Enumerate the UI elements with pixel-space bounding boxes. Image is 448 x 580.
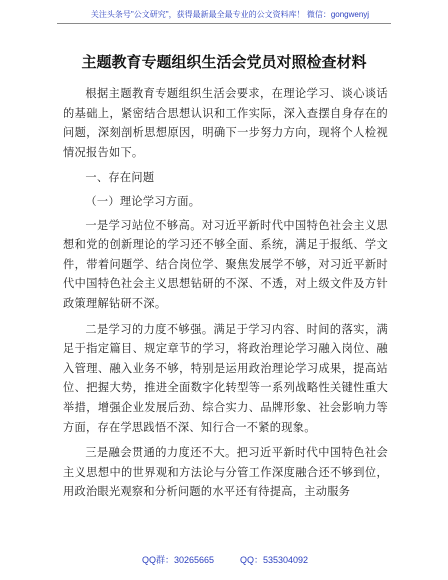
document-title: 主题教育专题组织生活会党员对照检查材料: [81, 53, 367, 71]
subsection-heading: （一）理论学习方面。: [85, 194, 201, 208]
header-banner: [80, 10, 380, 20]
body-paragraph: 二是学习的力度不够强。满足于学习内容、时间的落实，满足于指定篇目、规定章节的学习，将政治理论学习融入岗位、融入管理、融入业务不够，特别是运用政治理论学习成果，提高站位、把握大势，推进全面数字化转型等一系列战略性关键性重大举措，增强企业发展后劲、综合实力、品牌形象、社会影响力等方面，存在学思践悟不深、知行合一不紧的现象。: [63, 322, 388, 434]
body-paragraph: 三是融会贯通的力度还不大。把习近平新时代中国特色社会主义思想中的世界观和方法论与分管工作深度融合还不够到位，用政治眼光观察和分析问题的水平还有待提高，主动服务: [63, 446, 388, 499]
section-heading: 一、存在问题: [85, 171, 155, 185]
page-footer: [120, 554, 330, 566]
body-paragraph: 一是学习站位不够高。对习近平新时代中国特色社会主义思想和党的创新理论的学习还不够全面、系统，满足于报纸、学文件，带着问题学、结合岗位学、聚焦发展学不够，对习近平新时代中国特色社会主义思想钻研的不深、不透，对上级文件及方针政策理解钻研不深。: [63, 218, 388, 310]
footer-qq-group: QQ群：30265665: [141, 555, 214, 565]
header-banner-text: 关注头条号"公文研究"，获得最新最全最专业的公文资料库！ 微信：gongwenyj: [90, 10, 370, 19]
intro-paragraph: 根据主题教育专题组织生活会要求，在理论学习、谈心谈话的基础上，紧密结合思想认识和工作实际，深入查摆自身存在的问题，深刻剖析思想原因，明确下一步努力方向，现将个人检视情况报告如下。: [63, 87, 388, 159]
header-divider: [57, 23, 391, 24]
document-body: [63, 84, 388, 508]
footer-qq: QQ：535304092: [239, 555, 309, 565]
